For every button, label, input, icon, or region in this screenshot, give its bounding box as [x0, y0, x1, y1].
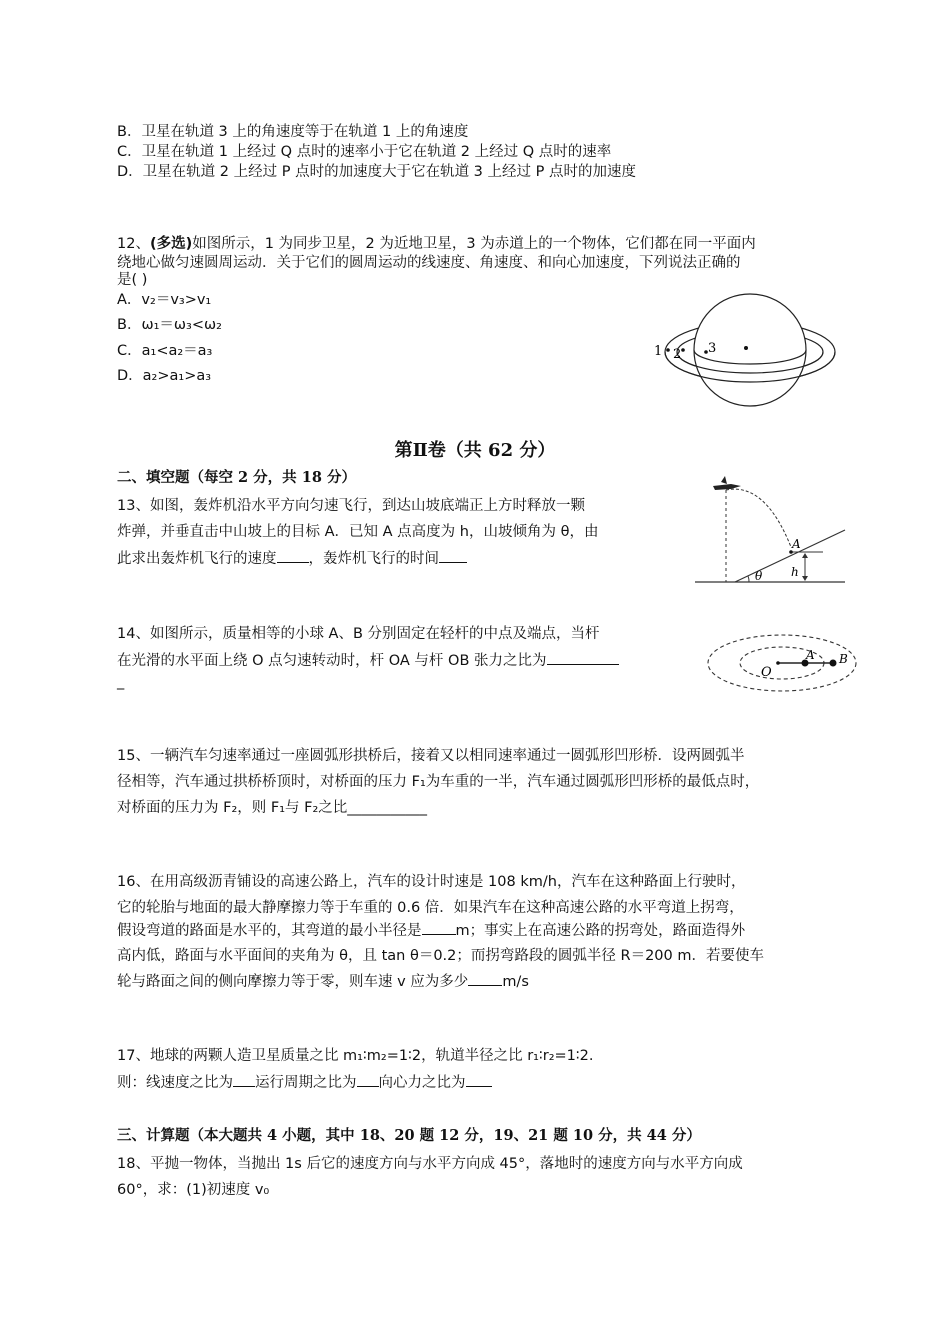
part2-title: 第Ⅱ卷（共 62 分）: [394, 440, 556, 461]
q12-option-b: B．ω₁＝ω₃<ω₂: [117, 317, 222, 333]
q12-label-1: 1: [654, 344, 663, 359]
q12-number: 12、: [117, 236, 150, 252]
q12-label-3: 3: [708, 341, 717, 356]
q13-label-a: A: [792, 537, 801, 551]
q17-text2c: 向心力之比为: [378, 1075, 466, 1091]
q15-blank-ratio[interactable]: ___________: [347, 800, 428, 816]
q13-line2: 炸弹，并垂直击中山坡上的目标 A．已知 A 点高度为 h，山坡倾角为 θ，由: [117, 524, 599, 540]
q12-option-d: D．a₂>a₁>a₃: [117, 368, 212, 384]
q16-line2: 它的轮胎与地面的最大静摩擦力等于车重的 0.6 倍．如果汽车在这种高速公路的水平弯道上拐弯，: [117, 900, 744, 916]
q13-blank-speed[interactable]: [277, 548, 309, 563]
q17-blank-force[interactable]: [466, 1072, 492, 1087]
section3-heading: 三、计算题（本大题共 4 小题，其中 18、20 题 12 分，19、21 题 10 分，共 44 分）: [117, 1127, 701, 1144]
q12-line2: 绕地心做匀速圆周运动．关于它们的圆周运动的线速度、角速度、和向心加速度，下列说法正确的: [117, 255, 741, 271]
q17-line1: 17、地球的两颗人造卫星质量之比 m₁∶m₂=1∶2，轨道半径之比 r₁∶r₂=1∶2.: [117, 1048, 594, 1064]
q16-line1: 16、在用高级沥青铺设的高速公路上，汽车的设计时速是 108 km/h，汽车在这种路面上行驶时，: [117, 874, 746, 890]
q14-line3: _: [117, 674, 125, 690]
q13-label-h: h: [791, 565, 799, 579]
q12-option-c: C．a₁<a₂＝a₃: [117, 343, 213, 359]
q13-text3a: 此求出轰炸机飞行的速度: [117, 551, 277, 567]
q14-line2: [117, 650, 619, 671]
q18-line1: 18、平抛一物体，当抛出 1s 后它的速度方向与水平方向成 45°，落地时的速度方向与水平方向成: [117, 1156, 743, 1172]
q14-label-o: O: [761, 665, 772, 680]
q14-label-b: B: [839, 652, 848, 666]
q16-text5a: 轮与路面之间的侧向摩擦力等于零，则车速 v 应为多少: [117, 974, 469, 990]
q13-text3b: ，轰炸机飞行的时间: [308, 551, 439, 567]
q12-line1: [117, 234, 756, 254]
q12-option-a: A．v₂＝v₃>v₁: [117, 292, 212, 308]
q11-option-c: C．卫星在轨道 1 上经过 Q 点时的速率小于它在轨道 2 上经过 Q 点时的速率: [117, 144, 612, 160]
q13-label-theta: θ: [755, 569, 763, 583]
q12-label-2: 2: [673, 347, 682, 362]
q16-text5b: m/s: [502, 974, 529, 990]
q16-line5: [117, 971, 529, 992]
q11-option-b: B．卫星在轨道 3 上的角速度等于在轨道 1 上的角速度: [117, 124, 469, 140]
q13-blank-time[interactable]: [439, 548, 467, 563]
q14-rod-figure: [705, 630, 865, 694]
q15-line1: 15、一辆汽车匀速率通过一座圆弧形拱桥后，接着又以相同速率通过一圆弧形凹形桥．设两圆弧半: [117, 748, 745, 764]
q13-bomber-figure: [695, 472, 855, 592]
q13-line3: [117, 548, 467, 569]
q11-option-d: D．卫星在轨道 2 上经过 P 点时的加速度大于它在轨道 3 上经过 P 点时的加速度: [117, 164, 636, 180]
q16-blank-radius[interactable]: [422, 920, 456, 935]
q14-text2: 在光滑的水平面上绕 O 点匀速转动时，杆 OA 与杆 OB 张力之比为: [117, 653, 547, 669]
q16-line3: [117, 920, 745, 941]
q12-orbit-figure: [650, 290, 850, 415]
q16-line4: 高内低，路面与水平面间的夹角为 θ，且 tan θ＝0.2；而拐弯路段的圆弧半径 R＝200 m．若要使车: [117, 948, 764, 964]
q16-blank-speed[interactable]: [468, 971, 502, 986]
q17-text2a: 则：线速度之比为: [117, 1075, 233, 1091]
q16-text3b: m；事实上在高速公路的拐弯处，路面造得外: [455, 923, 746, 939]
q17-line2: [117, 1072, 492, 1093]
section2-heading: 二、填空题（每空 2 分，共 18 分）: [117, 469, 356, 486]
q15-line3: [117, 798, 427, 818]
q18-line2: 60°，求：(1)初速度 v₀: [117, 1182, 270, 1198]
q12-tag: (多选): [149, 236, 193, 252]
q15-line2: 径相等，汽车通过拱桥桥顶时，对桥面的压力 F₁为车重的一半，汽车通过圆弧形凹形桥的最低点时，: [117, 774, 760, 790]
q17-blank-velocity[interactable]: [233, 1072, 255, 1087]
q17-blank-period[interactable]: [357, 1072, 379, 1087]
q12-text1: 如图所示，1 为同步卫星，2 为近地卫星，3 为赤道上的一个物体，它们都在同一平面内: [192, 236, 756, 252]
q16-text3a: 假设弯道的路面是水平的，其弯道的最小半径是: [117, 923, 422, 939]
q14-label-a: A: [806, 648, 815, 662]
q13-line1: 13、如图，轰炸机沿水平方向匀速飞行，到达山坡底端正上方时释放一颗: [117, 498, 585, 514]
q14-line1: 14、如图所示，质量相等的小球 A、B 分别固定在轻杆的中点及端点，当杆: [117, 626, 600, 642]
q17-text2b: 运行周期之比为: [255, 1075, 357, 1091]
q12-line3: 是( ): [117, 272, 148, 288]
q15-text3: 对桥面的压力为 F₂，则 F₁与 F₂之比: [117, 800, 348, 816]
q14-blank-ratio[interactable]: [547, 650, 619, 665]
